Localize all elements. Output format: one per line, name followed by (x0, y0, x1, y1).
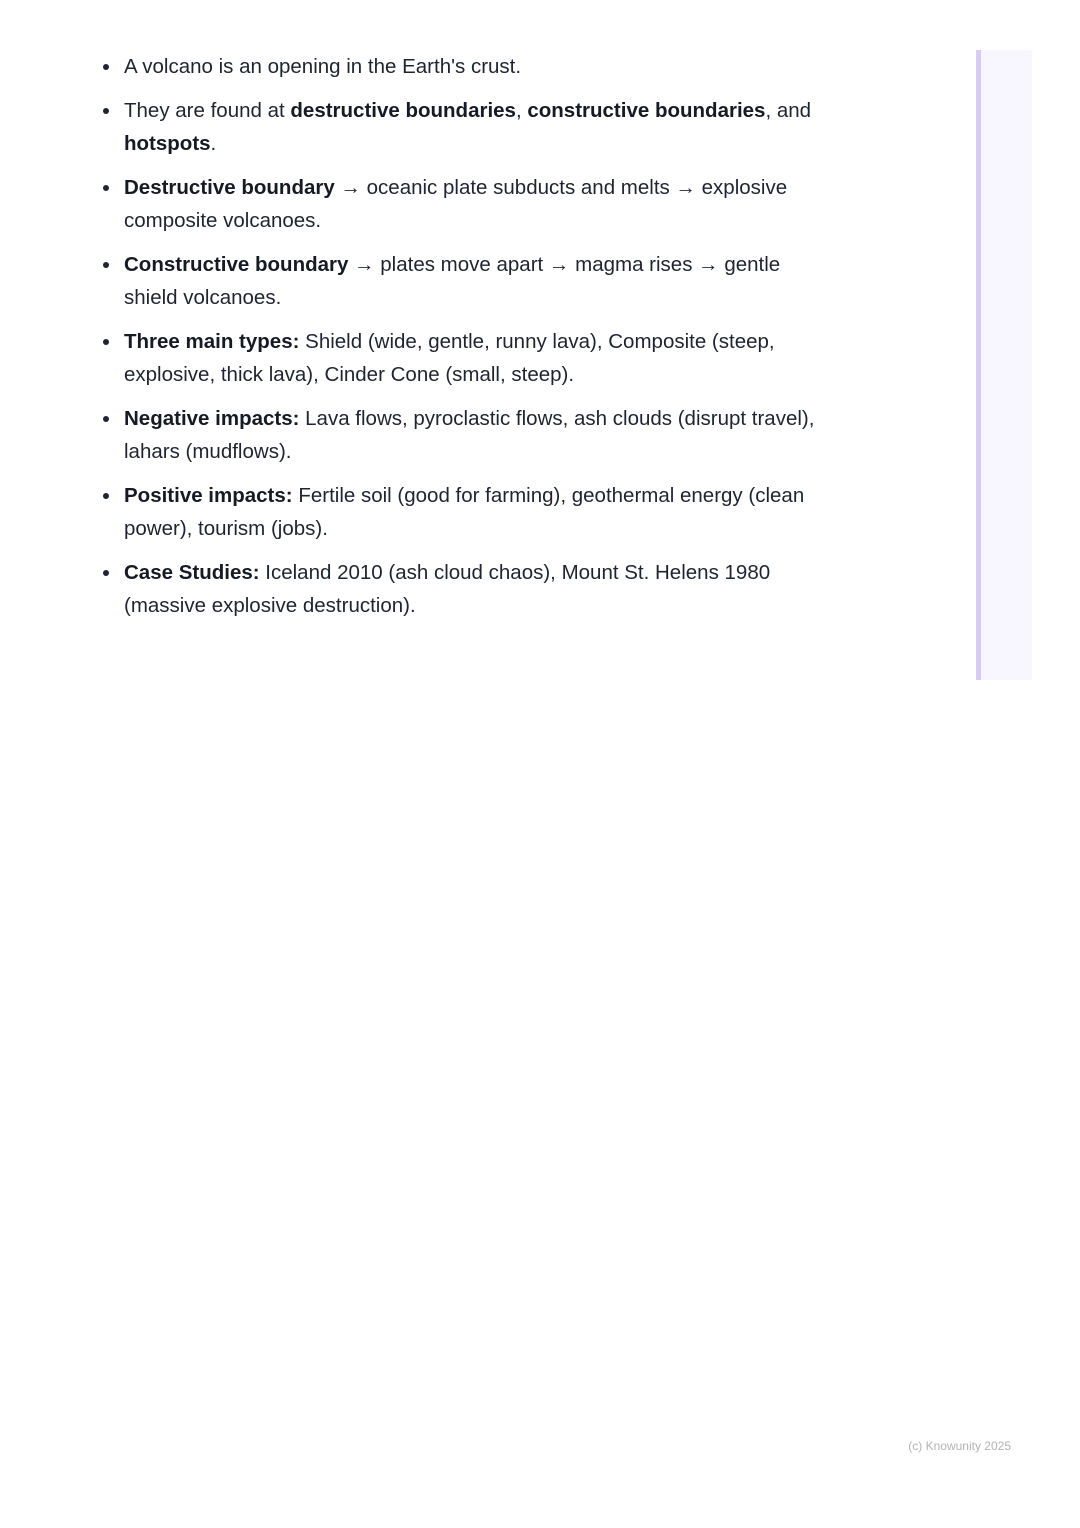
note-emphasis: Three main types: (124, 330, 300, 353)
volcano-notes-list (124, 50, 839, 633)
note-text: , and (765, 99, 812, 122)
note-text: , (515, 99, 528, 122)
note-item (124, 50, 839, 83)
note-emphasis: Destructive boundary (124, 176, 335, 199)
note-item (124, 94, 839, 160)
note-item (124, 556, 839, 622)
note-emphasis: hotspots (124, 132, 211, 155)
note-emphasis: Negative impacts: (124, 407, 300, 430)
note-emphasis: destructive boundaries (290, 99, 516, 122)
note-emphasis: Case Studies: (124, 561, 260, 584)
note-text: They are found at (124, 99, 291, 122)
footer-copyright: (c) Knowunity 2025 (908, 1439, 1011, 1453)
note-text: Lava flows, pyroclastic flows, ash clouds (disrupt travel), lahars (mudflows). (124, 407, 815, 463)
note-text: Fertile soil (good for farming), geothermal energy (clean power), tourism (jobs). (124, 484, 805, 540)
note-emphasis: Positive impacts: (124, 484, 293, 507)
note-text: → oceanic plate subducts and melts → explosive composite volcanoes. (124, 176, 788, 232)
note-emphasis: constructive boundaries (527, 99, 766, 122)
note-text: → plates move apart → magma rises → gentle shield volcanoes. (124, 253, 781, 309)
note-item (124, 402, 839, 468)
note-text: Shield (wide, gentle, runny lava), Composite (steep, explosive, thick lava), Cinder Cone (small, steep). (124, 330, 775, 386)
note-item (124, 325, 839, 391)
note-emphasis: Constructive boundary (124, 253, 349, 276)
side-panel (976, 50, 1032, 680)
note-item (124, 479, 839, 545)
note-text: . (210, 132, 217, 155)
note-item (124, 171, 839, 237)
note-text: A volcano is an opening in the Earth's crust. (124, 55, 522, 78)
note-text: Iceland 2010 (ash cloud chaos), Mount St. Helens 1980 (massive explosive destruction). (124, 561, 771, 617)
note-item (124, 248, 839, 314)
